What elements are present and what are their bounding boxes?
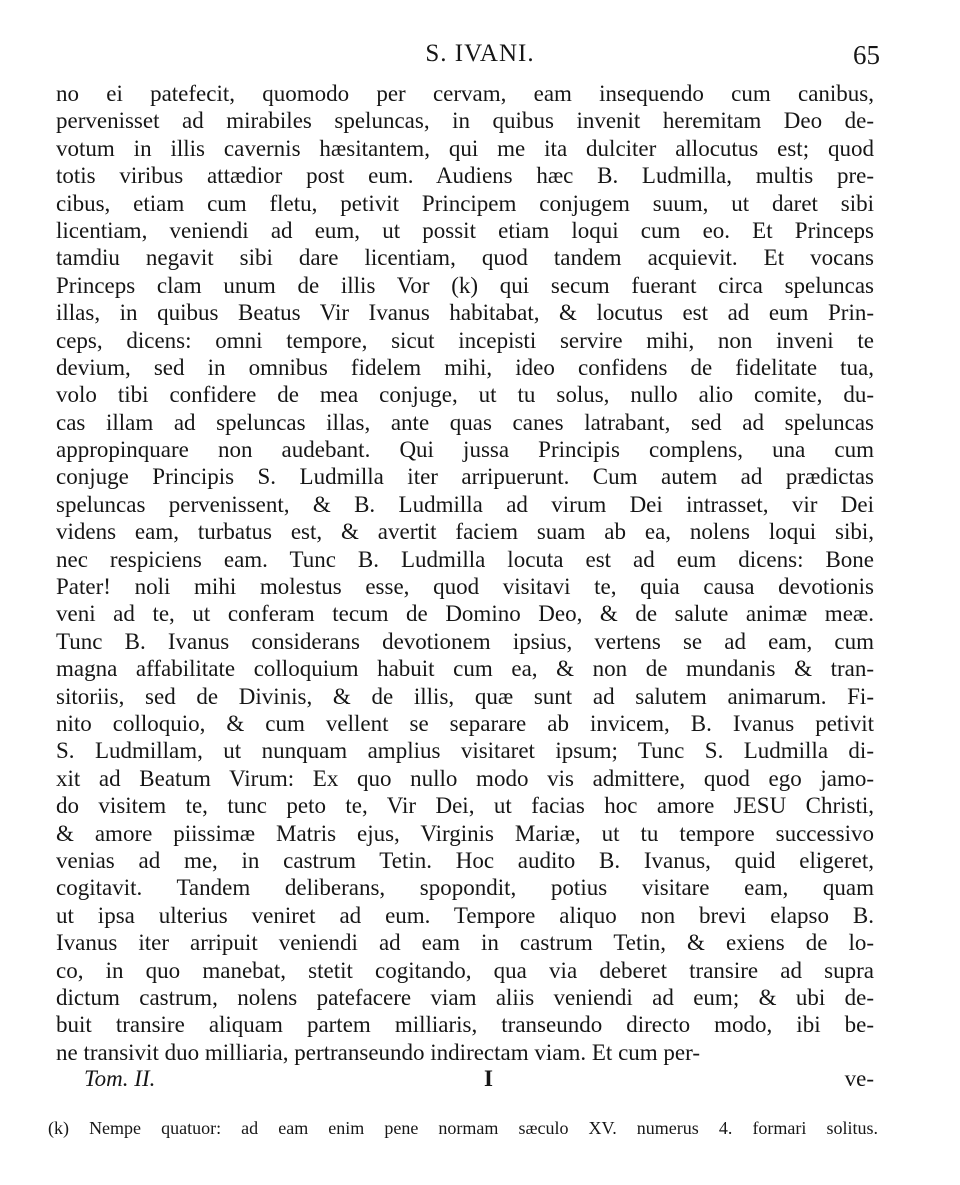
page-footer — [56, 1066, 874, 1094]
text-line: votum in illis cavernis hæsitantem, qui me ita dulciter allocutus est; quod — [56, 135, 874, 161]
text-line: videns eam, turbatus est, & avertit faciem suam ab ea, nolens loqui sibi, — [56, 519, 874, 545]
text-line: volo tibi confidere de mea conjuge, ut tu solus, nullo alio comite, du- — [56, 382, 874, 408]
text-line: ut ipsa ulterius veniret ad eum. Tempore aliquo non brevi elapso B. — [56, 902, 874, 928]
text-line: pervenisset ad mirabiles speluncas, in quibus invenit heremitam Deo de- — [56, 108, 874, 134]
text-line: Pater! noli mihi molestus esse, quod visitavi te, quia causa devotionis — [56, 574, 874, 600]
signature-mark: I — [484, 1066, 493, 1091]
text-line: nec respiciens eam. Tunc B. Ludmilla locuta est ad eum dicens: Bone — [56, 546, 874, 572]
text-line: licentiam, veniendi ad eum, ut possit etiam loqui cum eo. Et Princeps — [56, 217, 874, 243]
text-line: nito colloquio, & cum vellent se separare ab invicem, B. Ivanus petivit — [56, 710, 874, 736]
text-line: & amore piissimæ Matris ejus, Virginis Mariæ, ut tu tempore successivo — [56, 820, 874, 846]
catchword: ve- — [844, 1066, 874, 1091]
text-line: tamdiu negavit sibi dare licentiam, quod tandem acquievit. Et vocans — [56, 245, 874, 271]
body-text — [56, 80, 874, 1066]
text-line: speluncas pervenissent, & B. Ludmilla ad virum Dei intrasset, vir Dei — [56, 491, 874, 517]
text-line: devium, sed in omnibus fidelem mihi, ideo confidens de fidelitate tua, — [56, 354, 874, 380]
text-line: cogitavit. Tandem deliberans, spopondit, potius visitare eam, quam — [56, 875, 874, 901]
footnote: (k) Nempe quatuor: ad eam enim pene normam sæculo XV. numerus 4. formari solitus. — [48, 1118, 878, 1138]
text-line: veni ad te, ut conferam tecum de Domino Deo, & de salute animæ meæ. — [56, 601, 874, 627]
text-line: ceps, dicens: omni tempore, sicut incepisti servire mihi, non inveni te — [56, 327, 874, 353]
text-line: conjuge Principis S. Ludmilla iter arripuerunt. Cum autem ad prædictas — [56, 464, 874, 490]
text-line: co, in quo manebat, stetit cogitando, qua via deberet transire ad supra — [56, 957, 874, 983]
text-line: totis viribus attædior post eum. Audiens hæc B. Ludmilla, multis pre- — [56, 163, 874, 189]
text-line: Ivanus iter arripuit veniendi ad eam in castrum Tetin, & exiens de lo- — [56, 930, 874, 956]
text-line: S. Ludmillam, ut nunquam amplius visitaret ipsum; Tunc S. Ludmilla di- — [56, 738, 874, 764]
volume-label: Tom. II. — [84, 1066, 156, 1091]
text-line: Princeps clam unum de illis Vor (k) qui secum fuerant circa speluncas — [56, 272, 874, 298]
text-line: ne transivit duo milliaria, pertranseundo indirectam viam. Et cum per- — [56, 1039, 700, 1065]
text-line: xit ad Beatum Virum: Ex quo nullo modo vis admittere, quod ego jamo- — [56, 765, 874, 791]
text-line: do visitem te, tunc peto te, Vir Dei, ut facias hoc amore JESU Christi, — [56, 793, 874, 819]
text-line: no ei patefecit, quomodo per cervam, eam insequendo cum canibus, — [56, 81, 874, 106]
text-line: illas, in quibus Beatus Vir Ivanus habitabat, & locutus est ad eum Prin- — [56, 300, 874, 326]
text-line: magna affabilitate colloquium habuit cum ea, & non de mundanis & tran- — [56, 656, 874, 682]
text-line: cibus, etiam cum fletu, petivit Principem conjugem suum, ut daret sibi — [56, 190, 874, 216]
running-head: S. IVANI. — [425, 40, 535, 67]
text-line: cas illam ad speluncas illas, ante quas canes latrabant, sed ad speluncas — [56, 409, 874, 435]
text-line: buit transire aliquam partem milliaris, transeundo directo modo, ibi be- — [56, 1012, 874, 1038]
text-line: venias ad me, in castrum Tetin. Hoc audito B. Ivanus, quid eligeret, — [56, 847, 874, 873]
text-line: sitoriis, sed de Divinis, & de illis, quæ sunt ad salutem animarum. Fi- — [56, 683, 874, 709]
text-line: appropinquare non audebant. Qui jussa Principis complens, una cum — [56, 437, 874, 463]
page-header — [0, 40, 960, 74]
page-number: 65 — [853, 40, 880, 70]
text-line: Tunc B. Ivanus considerans devotionem ipsius, vertens se ad eam, cum — [56, 628, 874, 654]
text-line: dictum castrum, nolens patefacere viam aliis veniendi ad eum; & ubi de- — [56, 984, 874, 1010]
